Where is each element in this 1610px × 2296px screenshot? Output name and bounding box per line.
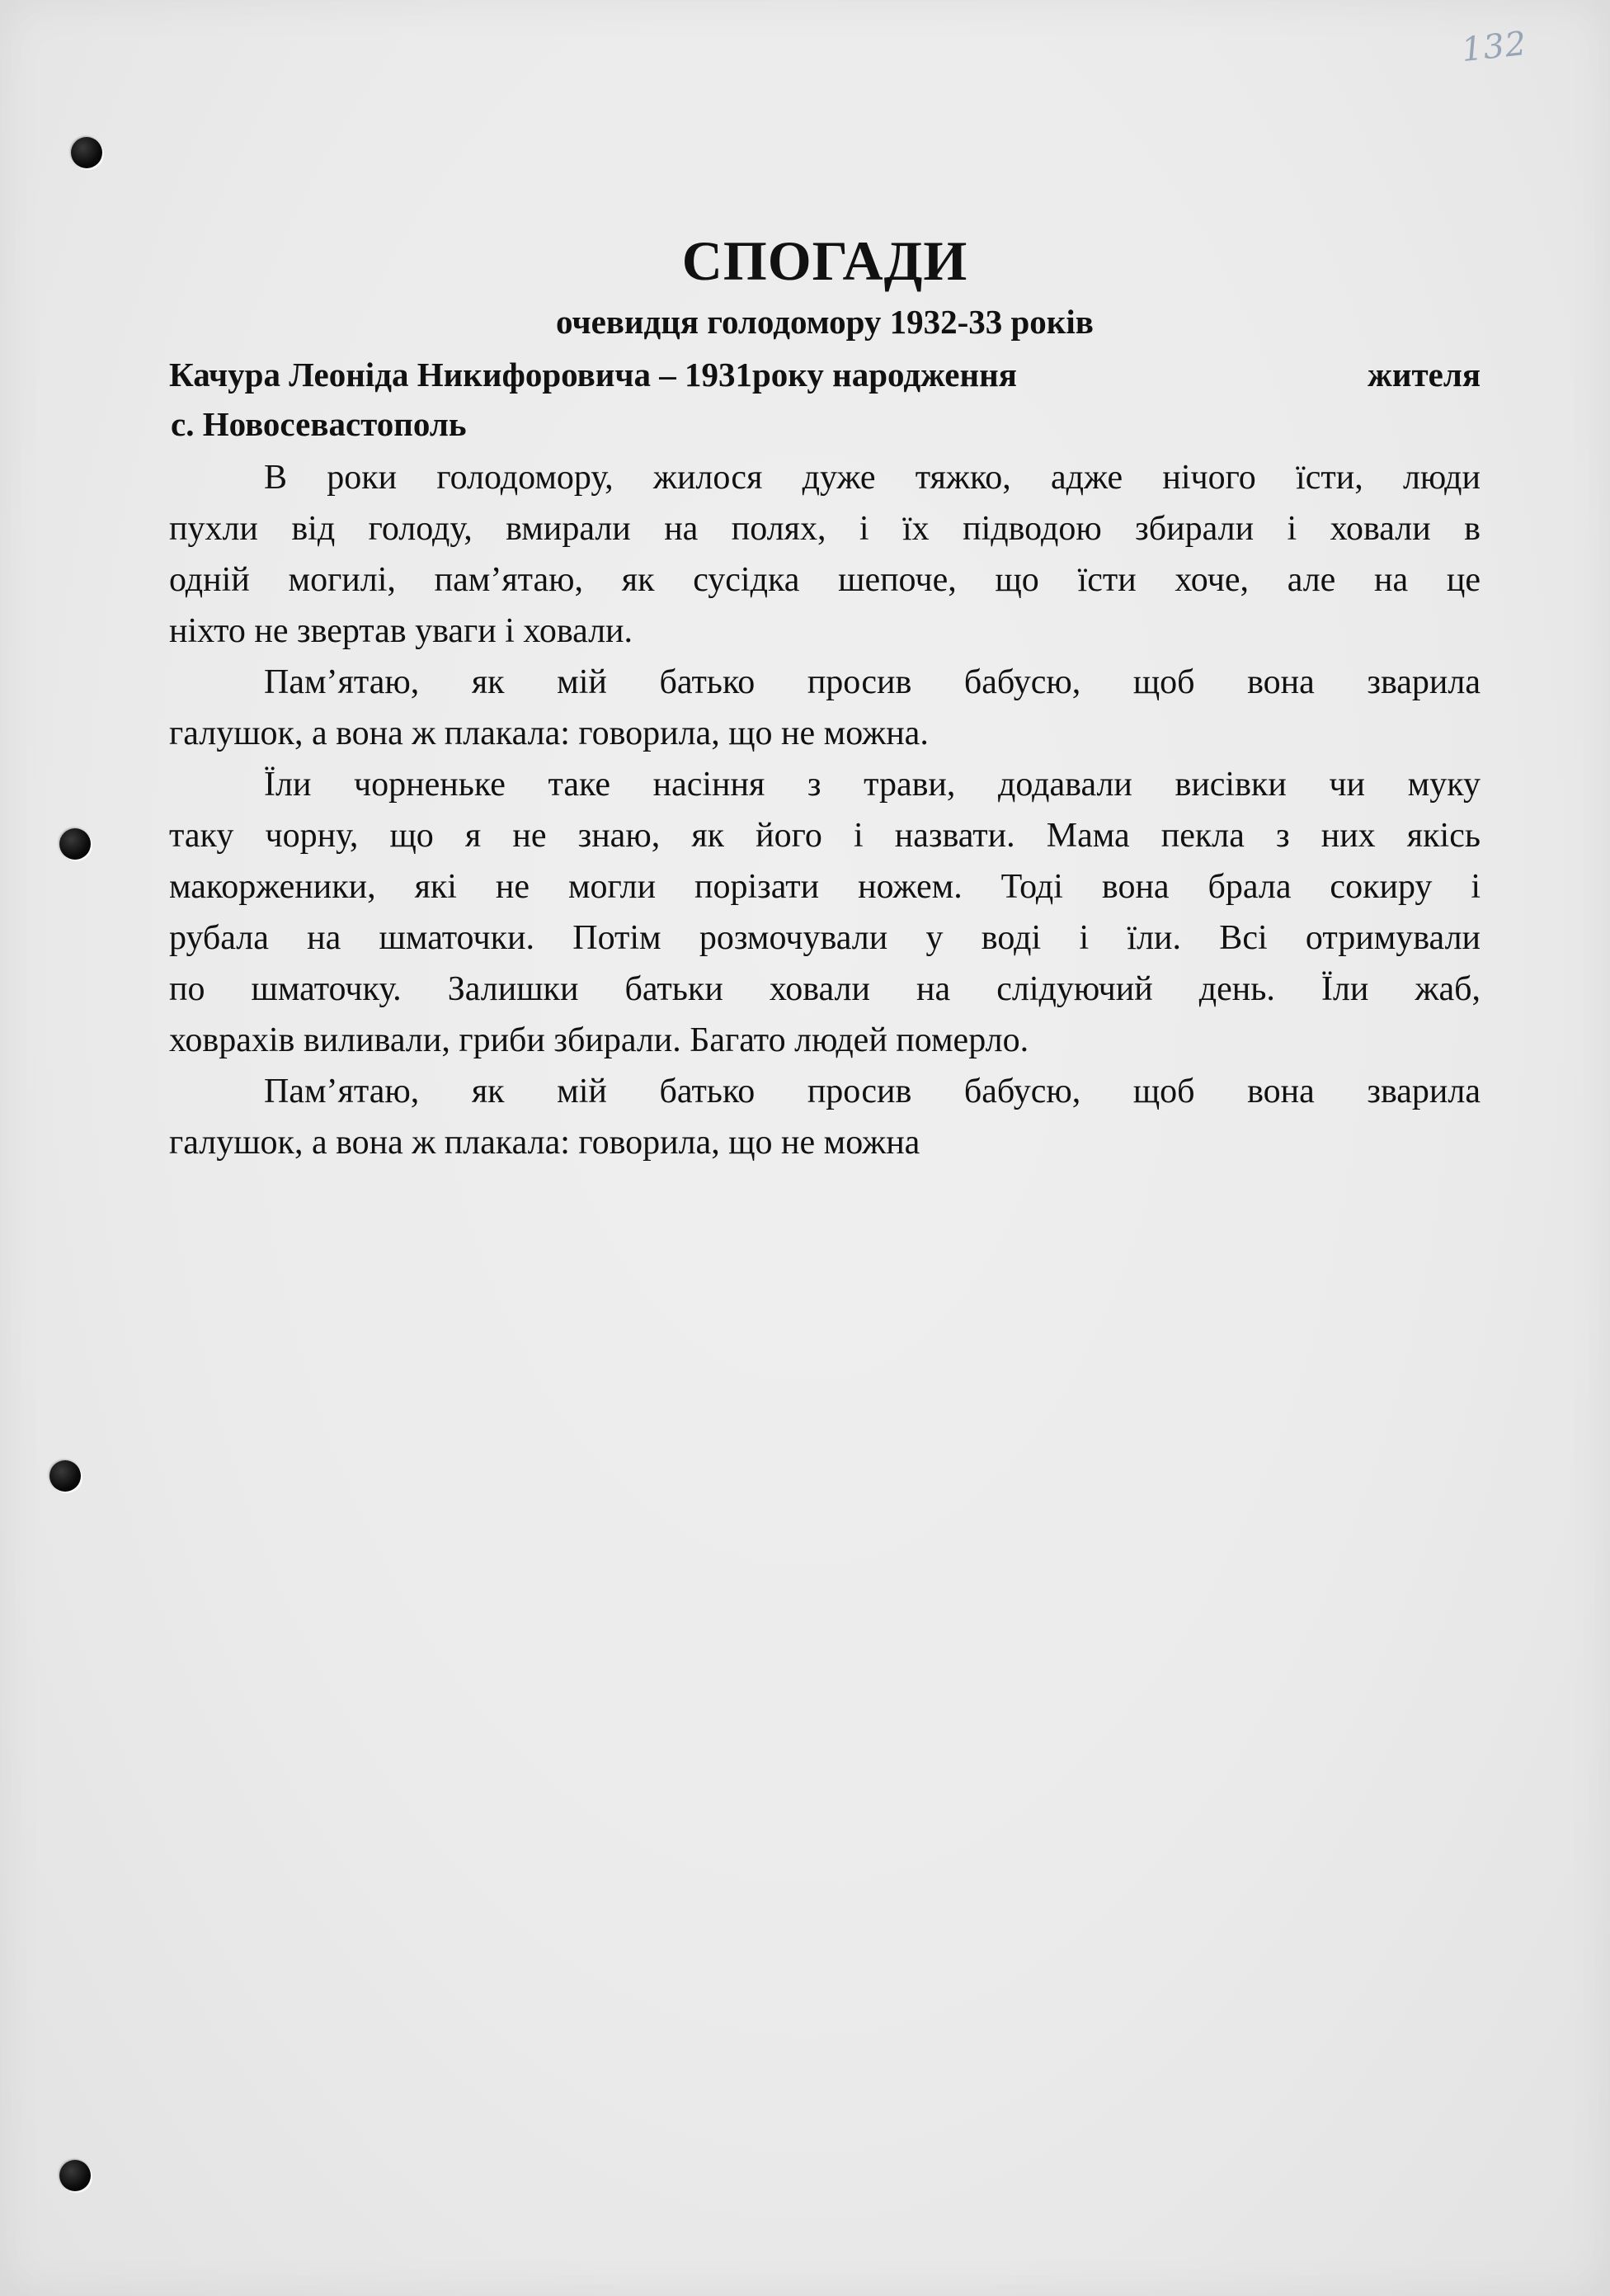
author-residence-label: жителя [1368,356,1481,394]
paragraph [169,452,1481,657]
author-line [169,350,1481,399]
text-line: одній могилі, пам’ятаю, як сусідка шепоче, що їсти хоче, але на це [169,561,1481,599]
text-line: галушок, а вона ж плакала: говорила, що не можна [169,1124,920,1162]
paragraph [169,759,1481,1066]
punch-hole [59,2160,91,2191]
text-line: В роки голодомору, жилося дуже тяжко, адже нічого їсти, люди [264,459,1481,497]
text-line: по шматочку. Залишки батьки ховали на слідуючий день. Їли жаб, [169,970,1481,1008]
author-name: Качура Леоніда Никифоровича – 1931року народження [169,356,1017,394]
document-subtitle: очевидця голодомору 1932-33 років [556,303,1094,341]
paragraph [169,657,1481,759]
text-line: Їли чорненьке таке насіння з трави, додавали висівки чи муку [264,766,1481,804]
text-line: рубала на шматочки. Потім розмочували у воді і їли. Всі отримували [169,919,1481,957]
document-body [169,452,1481,1168]
text-line: галушок, а вона ж плакала: говорила, що не можна. [169,714,929,752]
punch-hole [49,1460,81,1492]
village-name: с. Новосевастополь [171,405,467,443]
text-line: Пам’ятаю, як мій батько просив бабусю, щоб вона зварила [264,663,1481,701]
page-number: 132 [1459,24,1529,70]
text-line: ніхто не звертав уваги і ховали. [169,612,633,650]
paragraph [169,1066,1481,1168]
text-line: ховрахів виливали, гриби збирали. Багато людей померло. [169,1021,1029,1059]
text-line: пухли від голоду, вмирали на полях, і їх підводою збирали і ховали в [169,510,1481,548]
punch-hole [71,137,102,168]
document-title: СПОГАДИ [681,229,968,292]
punch-hole [59,828,91,860]
text-line: макорженики, які не могли порізати ножем. Тоді вона брала сокиру і [169,868,1481,906]
text-line: Пам’ятаю, як мій батько просив бабусю, щоб вона зварила [264,1073,1481,1110]
text-line: таку чорну, що я не знаю, як його і назвати. Мама пекла з них якісь [169,817,1481,855]
